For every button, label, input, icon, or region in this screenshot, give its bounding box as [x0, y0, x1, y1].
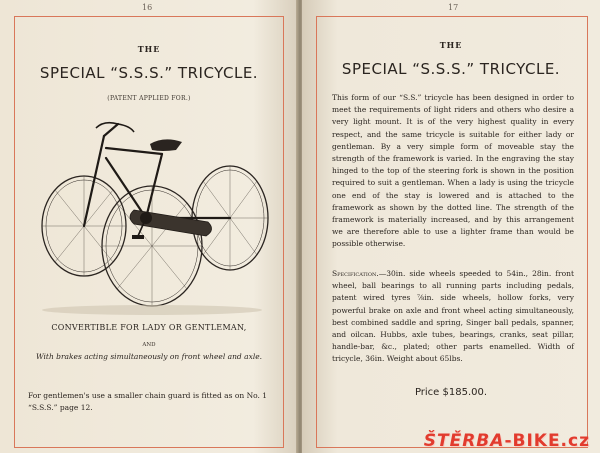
price: Price $185.00.	[414, 387, 488, 398]
convertible-caption: CONVERTIBLE FOR LADY OR GENTLEMAN,	[51, 323, 247, 332]
spec-label: Specification.	[332, 269, 379, 278]
left-page	[0, 0, 298, 453]
specification-paragraph	[332, 268, 574, 366]
and-caption: AND	[142, 342, 156, 348]
tricycle-illustration	[22, 118, 274, 318]
watermark-domain: -BIKE.cz	[504, 431, 590, 451]
page-title-right: SPECIAL “S.S.S.” TRICYCLE.	[341, 60, 561, 78]
right-page	[302, 0, 600, 453]
gentlemen-note: For gentlemen's use a smaller chain guard is fitted as on No. 1 “S.S.S.” page 12.	[28, 391, 268, 412]
the-label-left: THE	[137, 44, 161, 54]
brakes-caption: With brakes acting simultaneously on front wheel and axle.	[35, 352, 263, 361]
description-paragraph: This form of our “S.S.” tricycle has been designed in order to meet the requirements of light riders and others who desire a very light mount. It is of the very highest quality in every respect, and the same tricycle is suitable for either lady or gentleman. By a very simple form of moveable stay the strength of the framework is varied. In the engraving the stay hinged to the top of the steering fork is shown in the position required to suit a gentleman. When a lady is using the tricycle one end of the stay is lowered and is attached to the framework as shown by the dotted line. The strength of the framework is materially increased, and by this arrangement we are therefore able to use a lighter frame than would be possible otherwise.	[332, 93, 574, 249]
sterba-bike-watermark	[424, 431, 590, 451]
watermark-brand: ŠTĚRBA	[423, 431, 505, 451]
page-number-left: 16	[142, 3, 153, 12]
spec-text: —30in. side wheels speeded to 54in., 28in. front wheel, ball bearings to all running parts including pedals, patent wired tyres ⅞in. side wheels, hollow forks, very powerful brake on axle and front wheel acting simultaneously, best combined saddle and spring, Singer ball pedals, spanner, and oilcan. Hubbs, axle tubes, bearings, cranks, seat pillar, handle-bar, &c., plated; other parts enamelled. Width of tricycle, 36in. Weight about 65lbs.	[332, 269, 574, 364]
the-label-right: THE	[439, 40, 463, 50]
page-number-right: 17	[448, 3, 459, 12]
patent-note: (PATENT APPLIED FOR.)	[107, 95, 191, 102]
page-title-left: SPECIAL “S.S.S.” TRICYCLE.	[39, 64, 259, 82]
